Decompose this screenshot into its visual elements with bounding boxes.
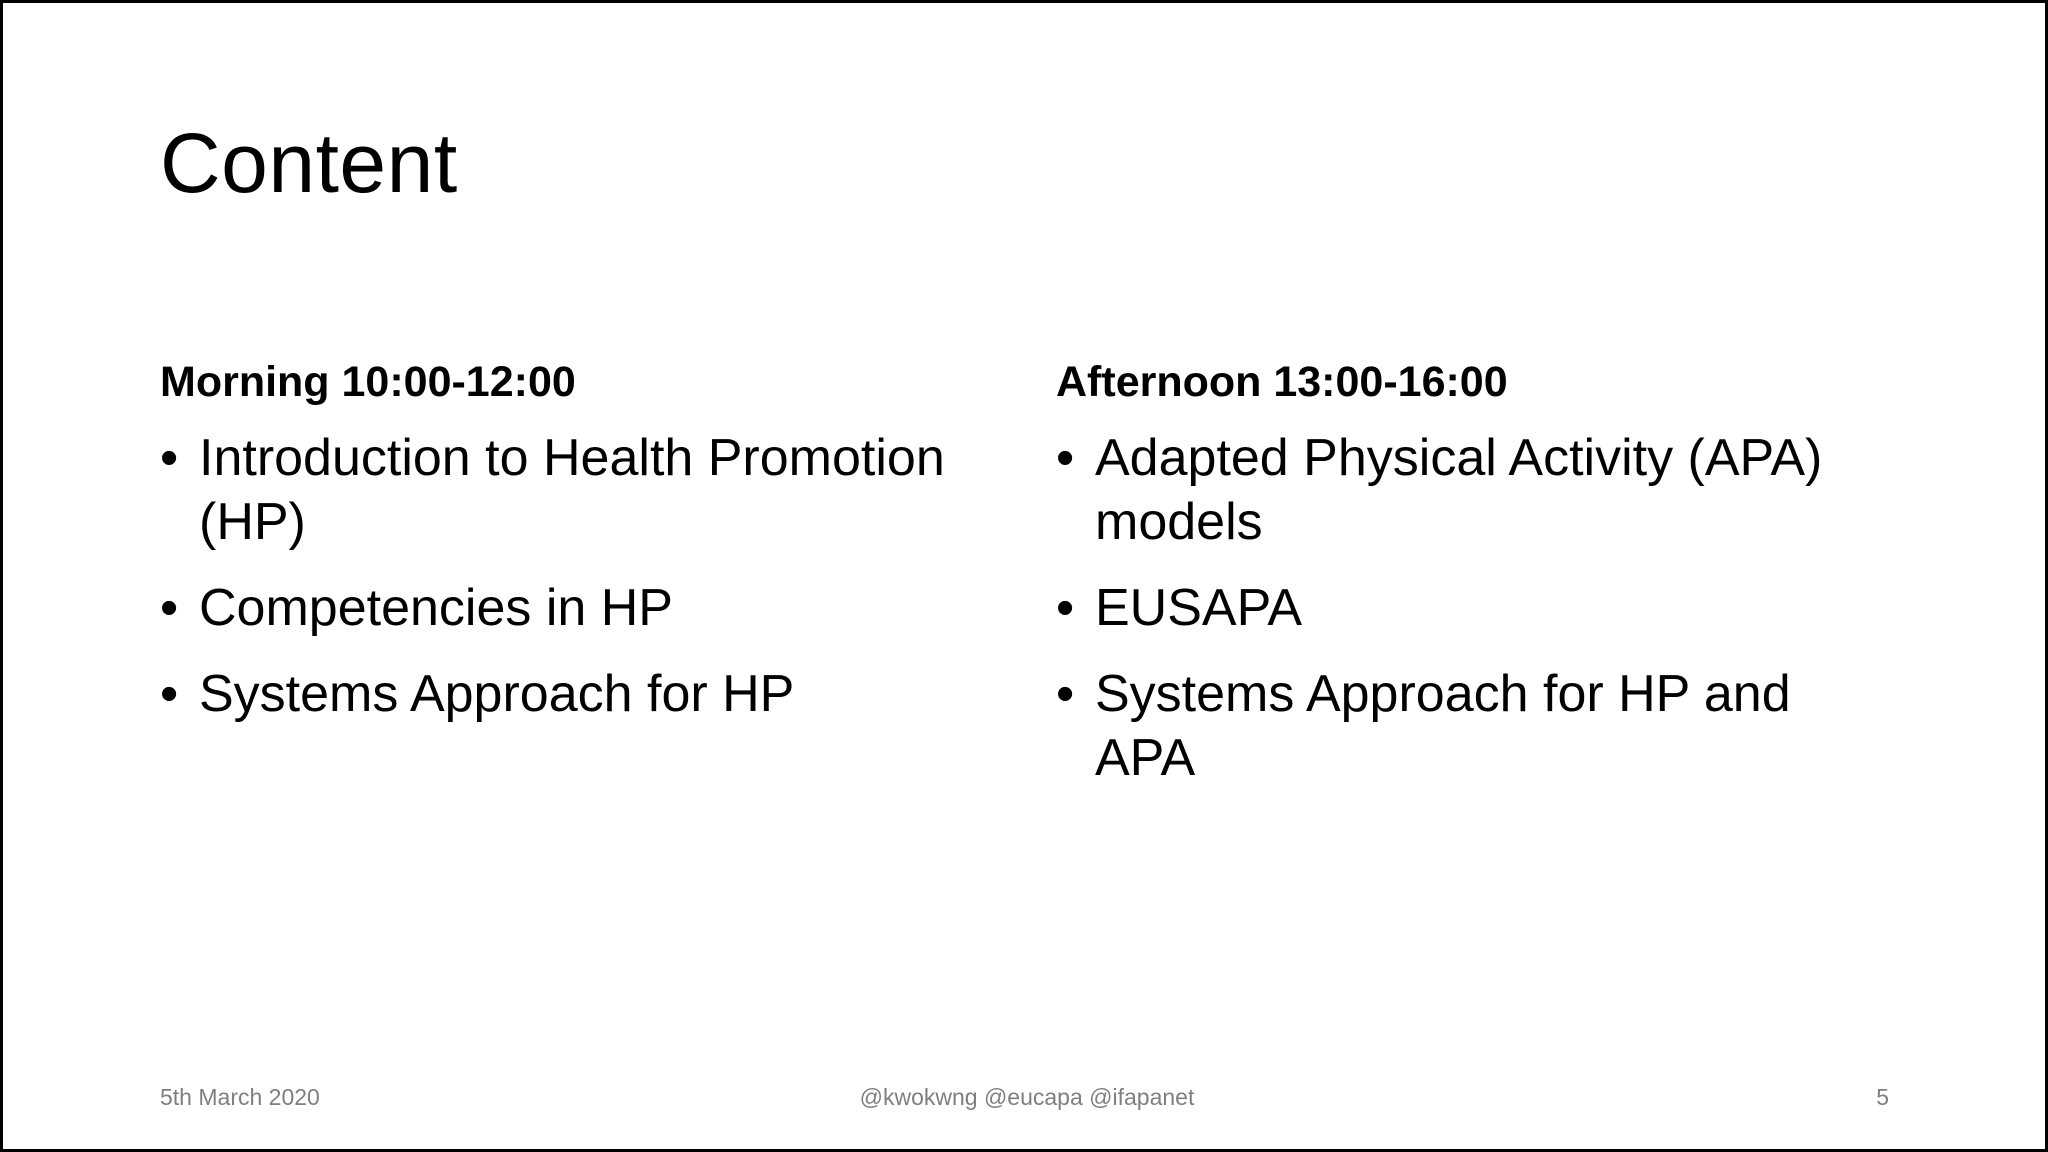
bullet-icon: •: [1056, 665, 1075, 723]
morning-bullet-list: [160, 426, 960, 726]
bullet-item: [1056, 662, 1856, 790]
bullet-icon: •: [160, 665, 179, 723]
bullet-text: EUSAPA: [1095, 579, 1303, 637]
footer-date: 5th March 2020: [160, 1084, 320, 1110]
bullet-text: Competencies in HP: [199, 579, 673, 637]
afternoon-column: [1056, 358, 1856, 812]
morning-column: [160, 358, 960, 748]
bullet-icon: •: [160, 579, 179, 637]
bullet-item: [160, 662, 960, 726]
bullet-item: [160, 576, 960, 640]
slide-number: 5: [1876, 1084, 1889, 1110]
bullet-text: Systems Approach for HP and APA: [1095, 665, 1791, 787]
bullet-item: [1056, 576, 1856, 640]
bullet-text: Adapted Physical Activity (APA) models: [1095, 429, 1823, 551]
bullet-text: Introduction to Health Promotion (HP): [199, 429, 945, 551]
bullet-item: [1056, 426, 1856, 554]
morning-heading: Morning 10:00-12:00: [160, 358, 576, 406]
slide-title: Content: [160, 116, 458, 210]
afternoon-heading: Afternoon 13:00-16:00: [1056, 358, 1508, 406]
bullet-text: Systems Approach for HP: [199, 665, 795, 723]
footer-social-handles: @kwokwng @eucapa @ifapanet: [859, 1084, 1195, 1110]
afternoon-bullet-list: [1056, 426, 1856, 790]
bullet-icon: •: [1056, 579, 1075, 637]
bullet-item: [160, 426, 960, 554]
bullet-icon: •: [1056, 429, 1075, 487]
bullet-icon: •: [160, 429, 179, 487]
